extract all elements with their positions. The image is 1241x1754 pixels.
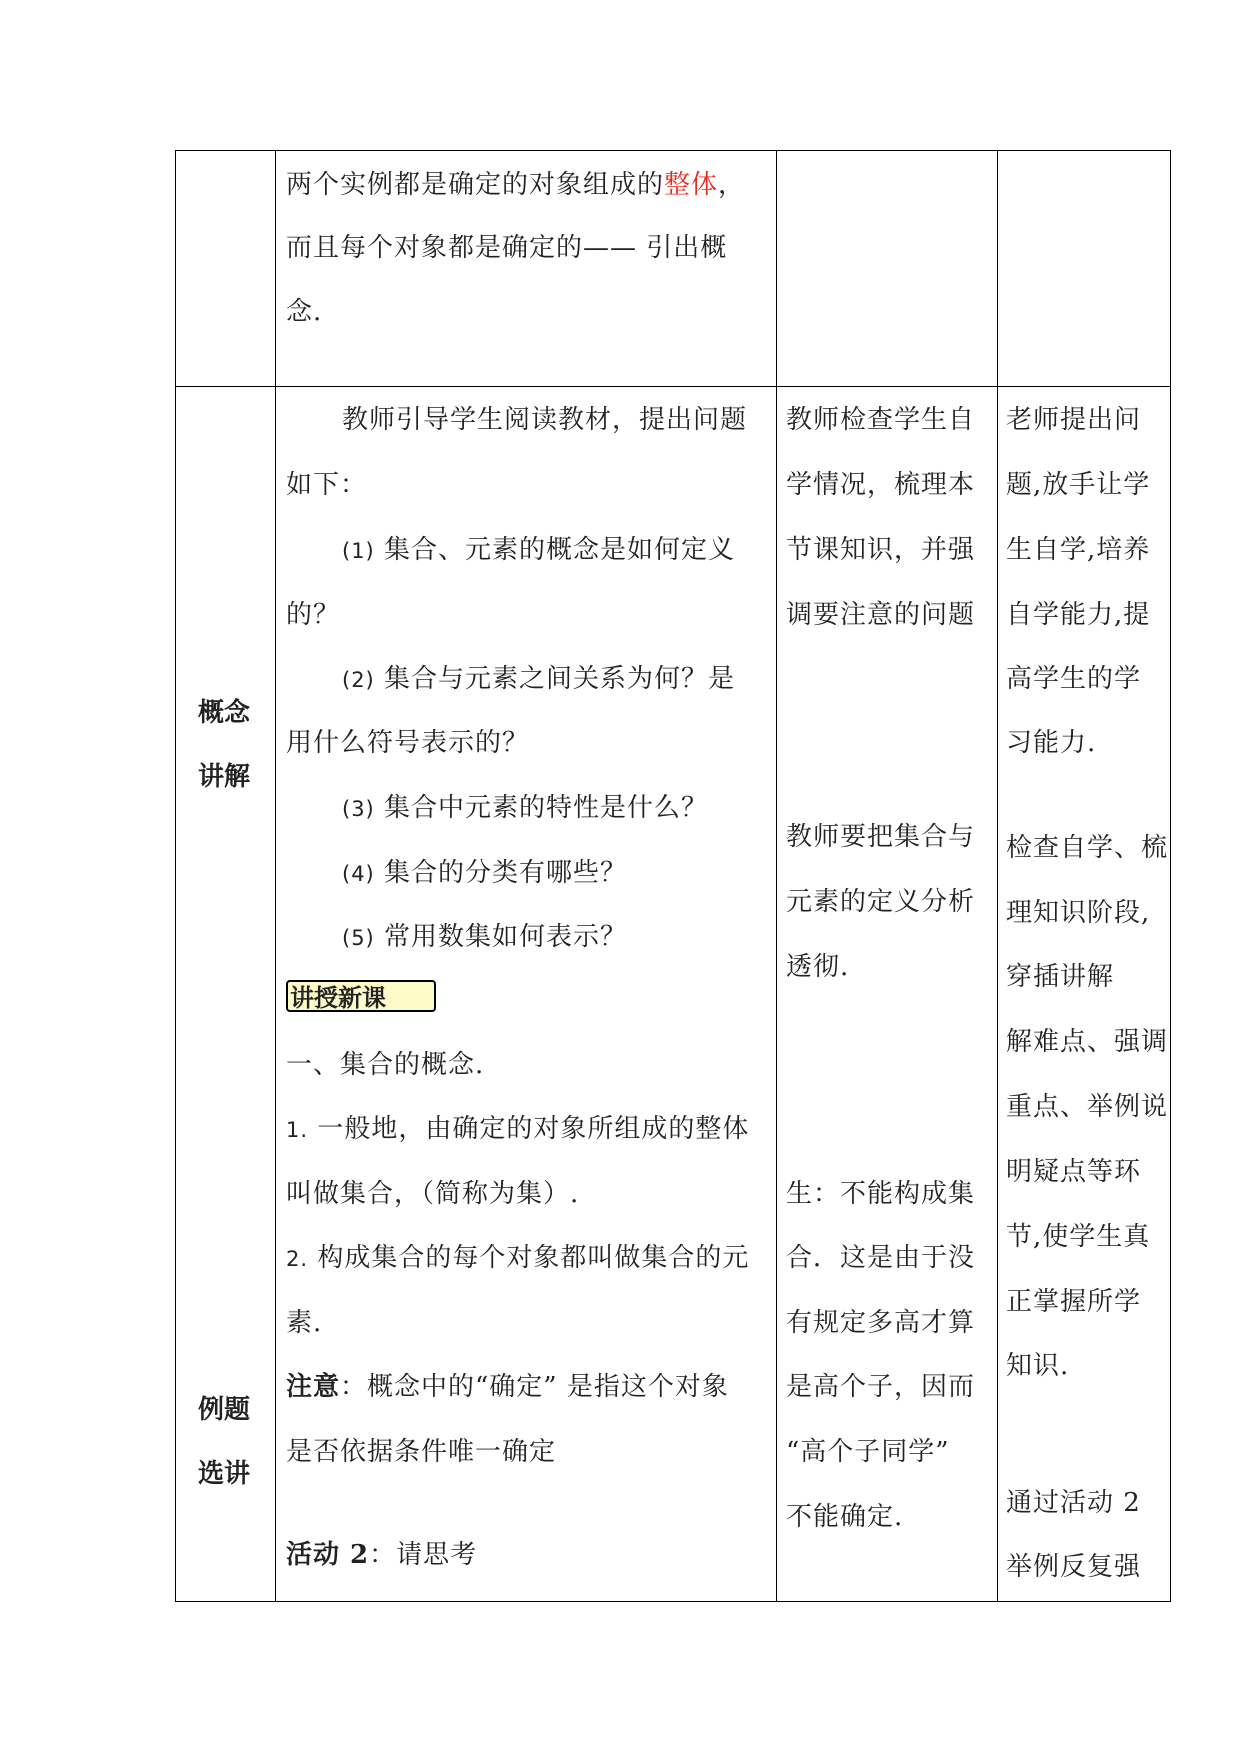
table-right-border [1170,150,1171,1602]
column-divider-3 [997,150,998,1602]
purpose-line: 节,使学生真 [1006,1222,1151,1252]
purpose-line: 明疑点等环 [1006,1157,1142,1187]
teacher-line: “高个子同学” [786,1437,950,1467]
teacher-line: 合．这是由于没 [786,1243,976,1273]
note-line-1: 注意：概念中的“确定” 是指这个对象 [286,1372,729,1402]
teacher-line: 有规定多高才算 [786,1308,976,1338]
paragraph-1-line-1: 1. 一般地，由确定的对象所组成的整体 [286,1114,750,1144]
table-left-border [175,150,176,1602]
purpose-line: 通过活动 2 [1006,1488,1141,1518]
row1-line-1: 两个实例都是确定的对象组成的整体， [286,170,746,200]
purpose-line: 习能力. [1006,728,1097,758]
label-explain: 讲解 [198,762,251,792]
new-lesson-badge: 讲授新课 [286,980,436,1012]
note-label: 注意 [286,1372,341,1402]
table-bottom-border [175,1601,1171,1602]
activity-label: 活动 2 [286,1540,370,1570]
purpose-line: 题,放手让学 [1006,470,1151,500]
teacher-line: 调要注意的问题 [786,600,976,630]
teacher-line: 节课知识，并强 [786,535,976,565]
purpose-line: 重点、举例说 [1006,1092,1169,1122]
teacher-line: 教师检查学生自 [786,405,976,435]
purpose-line: 理知识阶段, [1006,898,1151,928]
teacher-line: 生：不能构成集 [786,1179,976,1209]
question-1-cont: 的？ [286,600,341,630]
teacher-line: 不能确定. [786,1502,904,1532]
question-5: (5) 常用数集如何表示？ [342,922,628,952]
question-1: (1) 集合、元素的概念是如何定义 [342,535,736,565]
row1-line-3: 念. [286,297,323,327]
teacher-line: 元素的定义分析 [786,887,976,917]
purpose-line: 高学生的学 [1006,664,1142,694]
purpose-line: 解难点、强调 [1006,1027,1169,1057]
paragraph-2-line-2: 素. [286,1308,323,1338]
purpose-line: 检查自学、梳 [1006,833,1169,863]
activity-line: 活动 2：请思考 [286,1540,478,1570]
question-2: (2) 集合与元素之间关系为何？是 [342,664,736,694]
intro-line-1: 教师引导学生阅读教材，提出问题 [342,405,748,435]
purpose-line: 老师提出问 [1006,405,1142,435]
label-lecture: 选讲 [198,1459,251,1489]
purpose-line: 举例反复强 [1006,1552,1142,1582]
column-divider-2 [776,150,777,1602]
row-divider [175,386,1171,387]
paragraph-1-line-2: 叫做集合，（简称为集）. [286,1179,580,1209]
purpose-line: 自学能力,提 [1006,600,1151,630]
question-2-cont: 用什么符号表示的？ [286,728,530,758]
note-line-2: 是否依据条件唯一确定 [286,1437,557,1467]
teacher-line: 透彻. [786,952,850,982]
paragraph-2-line-1: 2. 构成集合的每个对象都叫做集合的元 [286,1243,750,1273]
column-divider-1 [275,150,276,1602]
row1-line-2: 而且每个对象都是确定的—— 引出概 [286,233,728,263]
teacher-line: 教师要把集合与 [786,822,976,852]
purpose-line: 正掌握所学 [1006,1287,1142,1317]
question-4: (4) 集合的分类有哪些？ [342,858,628,888]
purpose-line: 穿插讲解 [1006,962,1115,992]
section-title: 一、集合的概念. [286,1050,485,1080]
purpose-line: 生自学,培养 [1006,535,1151,565]
teacher-line: 学情况，梳理本 [786,470,976,500]
intro-line-2: 如下： [286,470,368,500]
teacher-line: 是高个子，因而 [786,1372,976,1402]
label-concept: 概念 [198,698,251,728]
table-top-border [175,150,1171,151]
label-example: 例题 [198,1395,251,1425]
highlight-text: 整体 [664,170,719,200]
question-3: (3) 集合中元素的特性是什么？ [342,793,709,823]
purpose-line: 知识. [1006,1351,1070,1381]
